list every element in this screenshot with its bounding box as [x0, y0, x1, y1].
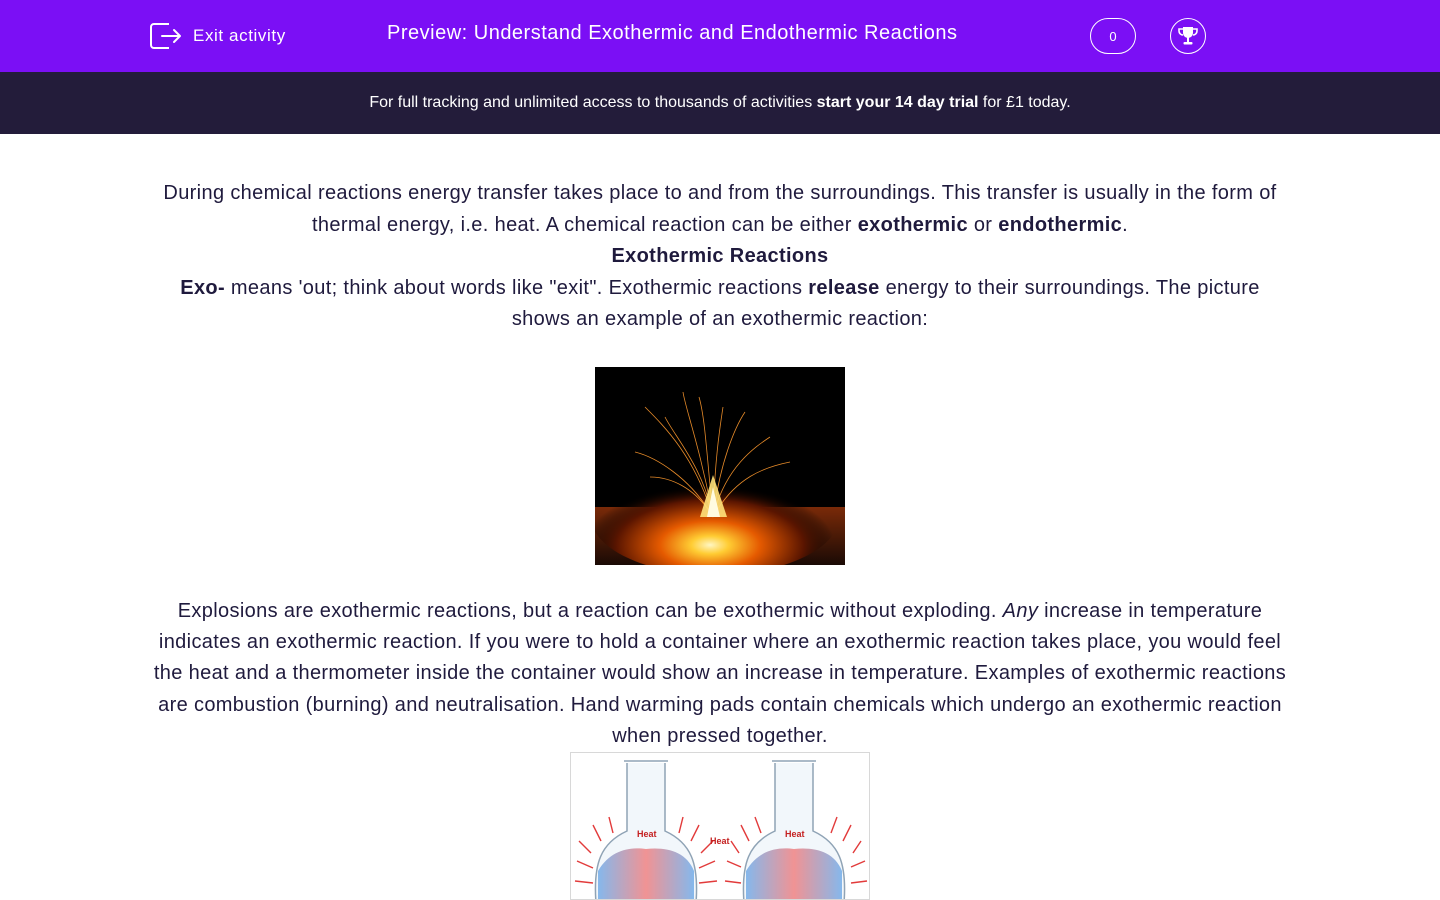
- banner-text-after: for £1 today.: [978, 94, 1071, 111]
- intro-text-part: or: [967, 213, 999, 236]
- heat-label-middle: Heat: [710, 836, 730, 846]
- exo-prefix: Exo-: [180, 276, 225, 299]
- top-bar: [0, 0, 1440, 72]
- heat-label-right: Heat: [785, 829, 805, 839]
- trophy-button[interactable]: [1170, 18, 1206, 54]
- intro-text-part: .: [1122, 213, 1129, 236]
- explosions-paragraph: [150, 596, 1290, 752]
- start-trial-link[interactable]: start your 14 day trial: [816, 94, 979, 111]
- exit-activity-label: Exit activity: [193, 26, 286, 45]
- explosions-text-part: increase in temperature indicates an exothermic reaction. If you were to hold a container where an exothermic reaction takes place, you would feel the heat and a thermometer inside the container would show an increase in temperature. Examples of exothermic reactions are combustion (burning) and neutralisation. Hand warming pads contain chemicals which undergo an exothermic reaction when pressed together.: [153, 600, 1287, 747]
- trophy-icon: [1176, 24, 1200, 48]
- heat-label-left: Heat: [637, 829, 657, 839]
- intro-paragraph: [150, 178, 1290, 241]
- exo-text-part: energy to their surroundings. The picture shows an example of an exothermic reaction:: [511, 276, 1260, 330]
- banner-text-before: For full tracking and unlimited access to thousands of activities: [369, 94, 817, 111]
- release-term: release: [808, 276, 880, 299]
- heat-flask-diagram: [570, 752, 870, 900]
- explosions-text-part: Explosions are exothermic reactions, but a reaction can be exothermic without exploding.: [177, 600, 1003, 622]
- page-title: Preview: Understand Exothermic and Endothermic Reactions: [387, 22, 958, 44]
- section-heading: Exothermic Reactions: [611, 245, 829, 267]
- score-badge: 0: [1090, 18, 1136, 54]
- trial-banner: [0, 72, 1440, 134]
- endothermic-term: endothermic: [998, 213, 1123, 236]
- any-emphasis: Any: [1002, 600, 1039, 622]
- exo-text-part: means 'out; think about words like "exit". Exothermic reactions: [225, 276, 809, 299]
- intro-text-part: During chemical reactions energy transfer takes place to and from the surroundings. This transfer is usually in the form of thermal energy, i.e. heat. A chemical reaction can be either: [163, 182, 1277, 236]
- exothermic-term: exothermic: [857, 213, 968, 236]
- intro-text: [150, 178, 1290, 336]
- exit-icon: [149, 20, 183, 52]
- exit-activity-button[interactable]: [149, 20, 286, 52]
- volcano-eruption-image: [595, 367, 845, 565]
- exo-paragraph: [150, 273, 1290, 336]
